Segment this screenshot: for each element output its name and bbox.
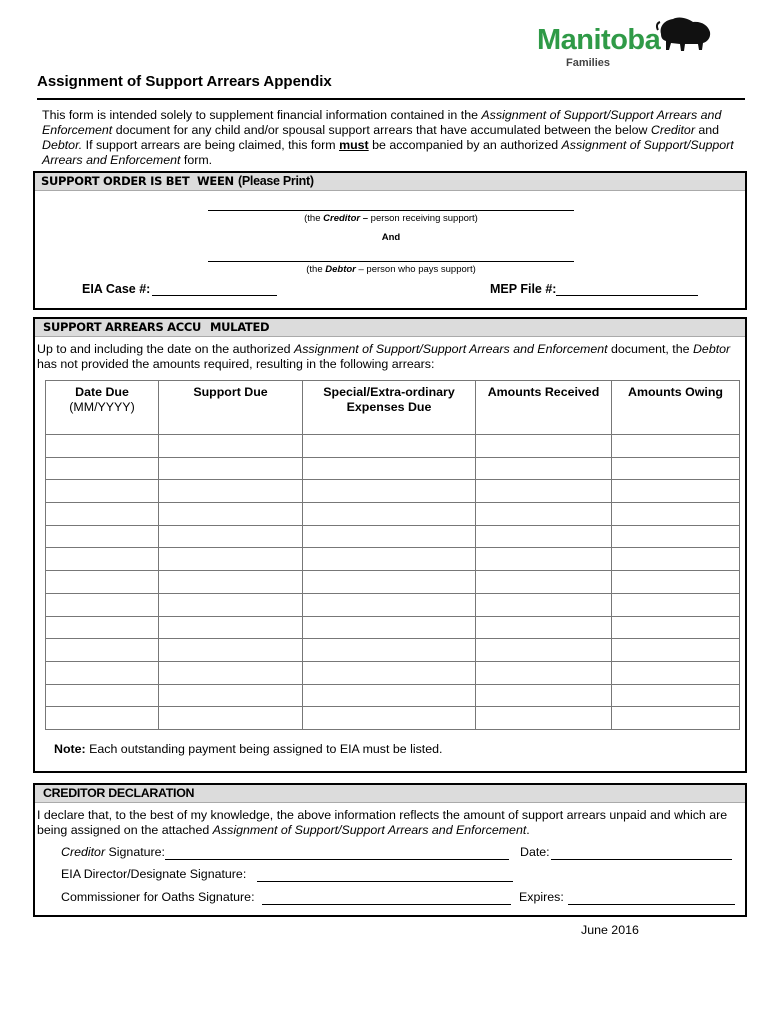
eia-case-field[interactable] <box>152 295 277 296</box>
table-cell-input[interactable] <box>303 639 476 662</box>
table-cell-input[interactable] <box>159 684 303 707</box>
table-cell-input[interactable] <box>476 616 612 639</box>
table-cell-input[interactable] <box>159 616 303 639</box>
table-row <box>46 457 740 480</box>
table-row <box>46 525 740 548</box>
table-cell-input[interactable] <box>46 616 159 639</box>
table-cell-input[interactable] <box>46 571 159 594</box>
table-cell-input[interactable] <box>159 707 303 730</box>
table-cell-input[interactable] <box>612 593 740 616</box>
table-row <box>46 480 740 503</box>
table-cell-input[interactable] <box>476 525 612 548</box>
table-cell-input[interactable] <box>46 525 159 548</box>
bison-logo-icon <box>655 14 713 54</box>
table-cell-input[interactable] <box>612 480 740 503</box>
table-cell-input[interactable] <box>159 593 303 616</box>
table-cell-input[interactable] <box>303 525 476 548</box>
table-cell-input[interactable] <box>303 548 476 571</box>
table-cell-input[interactable] <box>476 548 612 571</box>
eia-director-signature-field[interactable] <box>257 881 513 882</box>
section-header <box>35 173 745 191</box>
table-cell-input[interactable] <box>303 707 476 730</box>
arrears-intro-text: Up to and including the date on the authorized Assignment of Support/Support Arrears and Enforcement document, the Debtor has not provided the amounts required, resulting in the following arrears: <box>37 342 731 371</box>
table-row <box>46 503 740 526</box>
section-heading-left: SUPPORT ARREARS ACCU <box>43 320 202 334</box>
creditor-signature-label: Creditor Signature: <box>61 845 166 859</box>
date-field[interactable] <box>551 859 732 860</box>
table-cell-input[interactable] <box>612 525 740 548</box>
must-emphasis: must <box>339 138 369 152</box>
date-label: Date: <box>520 845 550 859</box>
arrears-table <box>45 380 740 730</box>
table-cell-input[interactable] <box>46 661 159 684</box>
table-row <box>46 548 740 571</box>
table-cell-input[interactable] <box>159 639 303 662</box>
table-cell-input[interactable] <box>46 707 159 730</box>
eia-case-label: EIA Case #: <box>82 282 151 296</box>
creditor-declaration-section <box>33 783 747 917</box>
department-name: Families <box>566 57 611 69</box>
commissioner-signature-field[interactable] <box>262 904 511 905</box>
column-header-amounts-received: Amounts Received <box>476 381 612 435</box>
table-cell-input[interactable] <box>476 639 612 662</box>
table-cell-input[interactable] <box>476 593 612 616</box>
intro-paragraph: This form is intended solely to supplement financial information contained in the Assignment of Support/Support Arrears and Enforcement document for any child and/or spousal support arrears that have accumulated between the below Creditor and Debtor. If support arrears are being claimed, this form must be accompanied by an authorized Assignment of Support/Support Arrears and Enforcement form. <box>42 108 734 167</box>
manitoba-logo-wordmark: Manitoba <box>537 24 661 56</box>
table-cell-input[interactable] <box>476 457 612 480</box>
table-row <box>46 616 740 639</box>
section-heading-left: SUPPORT ORDER IS BET <box>41 174 190 188</box>
table-cell-input[interactable] <box>303 457 476 480</box>
table-cell-input[interactable] <box>46 639 159 662</box>
commissioner-signature-label: Commissioner for Oaths Signature: <box>61 890 255 904</box>
table-cell-input[interactable] <box>612 435 740 458</box>
table-cell-input[interactable] <box>46 684 159 707</box>
table-row <box>46 707 740 730</box>
table-cell-input[interactable] <box>159 571 303 594</box>
table-row <box>46 571 740 594</box>
table-cell-input[interactable] <box>46 548 159 571</box>
and-label: And <box>381 232 401 243</box>
title-divider <box>37 98 745 100</box>
section-heading: CREDITOR DECLARATION <box>43 786 195 800</box>
mep-file-field[interactable] <box>556 295 698 296</box>
table-cell-input[interactable] <box>159 661 303 684</box>
column-header-date-due: Date Due (MM/YYYY) <box>46 381 159 435</box>
form-title: Assignment of Support Arrears Appendix <box>37 73 332 90</box>
expires-field[interactable] <box>568 904 735 905</box>
table-cell-input[interactable] <box>46 457 159 480</box>
table-cell-input[interactable] <box>612 684 740 707</box>
table-cell-input[interactable] <box>476 707 612 730</box>
table-cell-input[interactable] <box>612 548 740 571</box>
eia-director-signature-label: EIA Director/Designate Signature: <box>61 867 247 881</box>
table-row <box>46 435 740 458</box>
table-cell-input[interactable] <box>303 435 476 458</box>
note-text: Note: Each outstanding payment being assigned to EIA must be listed. <box>54 742 443 756</box>
column-header-support-due: Support Due <box>159 381 303 435</box>
column-header-amounts-owing: Amounts Owing <box>612 381 740 435</box>
table-cell-input[interactable] <box>159 503 303 526</box>
creditor-caption: (the Creditor – person receiving support) <box>304 213 478 224</box>
table-row <box>46 593 740 616</box>
table-cell-input[interactable] <box>159 457 303 480</box>
table-cell-input[interactable] <box>303 684 476 707</box>
table-cell-input[interactable] <box>612 571 740 594</box>
table-cell-input[interactable] <box>159 525 303 548</box>
table-header-row <box>46 381 740 435</box>
table-cell-input[interactable] <box>612 457 740 480</box>
table-cell-input[interactable] <box>303 503 476 526</box>
table-cell-input[interactable] <box>612 639 740 662</box>
table-cell-input[interactable] <box>46 593 159 616</box>
table-cell-input[interactable] <box>476 684 612 707</box>
form-revision-date: June 2016 <box>581 923 639 937</box>
section-header <box>35 319 745 337</box>
table-cell-input[interactable] <box>612 616 740 639</box>
table-row <box>46 639 740 662</box>
table-cell-input[interactable] <box>612 661 740 684</box>
table-cell-input[interactable] <box>612 707 740 730</box>
table-cell-input[interactable] <box>159 548 303 571</box>
table-row <box>46 684 740 707</box>
mep-file-label: MEP File #: <box>490 282 557 296</box>
expires-label: Expires: <box>519 890 564 904</box>
table-cell-input[interactable] <box>159 435 303 458</box>
please-print-note: (Please Print) <box>238 174 314 188</box>
table-cell-input[interactable] <box>476 661 612 684</box>
table-cell-input[interactable] <box>476 480 612 503</box>
table-cell-input[interactable] <box>46 480 159 503</box>
section-heading-right: WEEN <box>197 174 234 188</box>
section-heading-right: MULATED <box>210 320 270 334</box>
creditor-signature-field[interactable] <box>165 859 509 860</box>
debtor-caption: (the Debtor – person who pays support) <box>306 264 476 275</box>
debtor-name-field[interactable] <box>208 261 574 262</box>
table-cell-input[interactable] <box>303 480 476 503</box>
column-header-special-expenses: Special/Extra-ordinary Expenses Due <box>303 381 476 435</box>
table-cell-input[interactable] <box>476 435 612 458</box>
section-header <box>35 785 745 803</box>
table-cell-input[interactable] <box>46 435 159 458</box>
table-cell-input[interactable] <box>303 616 476 639</box>
table-cell-input[interactable] <box>476 571 612 594</box>
table-cell-input[interactable] <box>303 661 476 684</box>
table-cell-input[interactable] <box>303 593 476 616</box>
table-cell-input[interactable] <box>612 503 740 526</box>
table-cell-input[interactable] <box>46 503 159 526</box>
table-cell-input[interactable] <box>476 503 612 526</box>
declaration-text: I declare that, to the best of my knowledge, the above information reflects the amount of support arrears unpaid and which are being assigned on the attached Assignment of Support/Support Arrears and Enforcement. <box>37 808 728 837</box>
creditor-name-field[interactable] <box>208 210 574 211</box>
table-cell-input[interactable] <box>303 571 476 594</box>
support-order-section <box>33 171 747 310</box>
table-cell-input[interactable] <box>159 480 303 503</box>
table-row <box>46 661 740 684</box>
